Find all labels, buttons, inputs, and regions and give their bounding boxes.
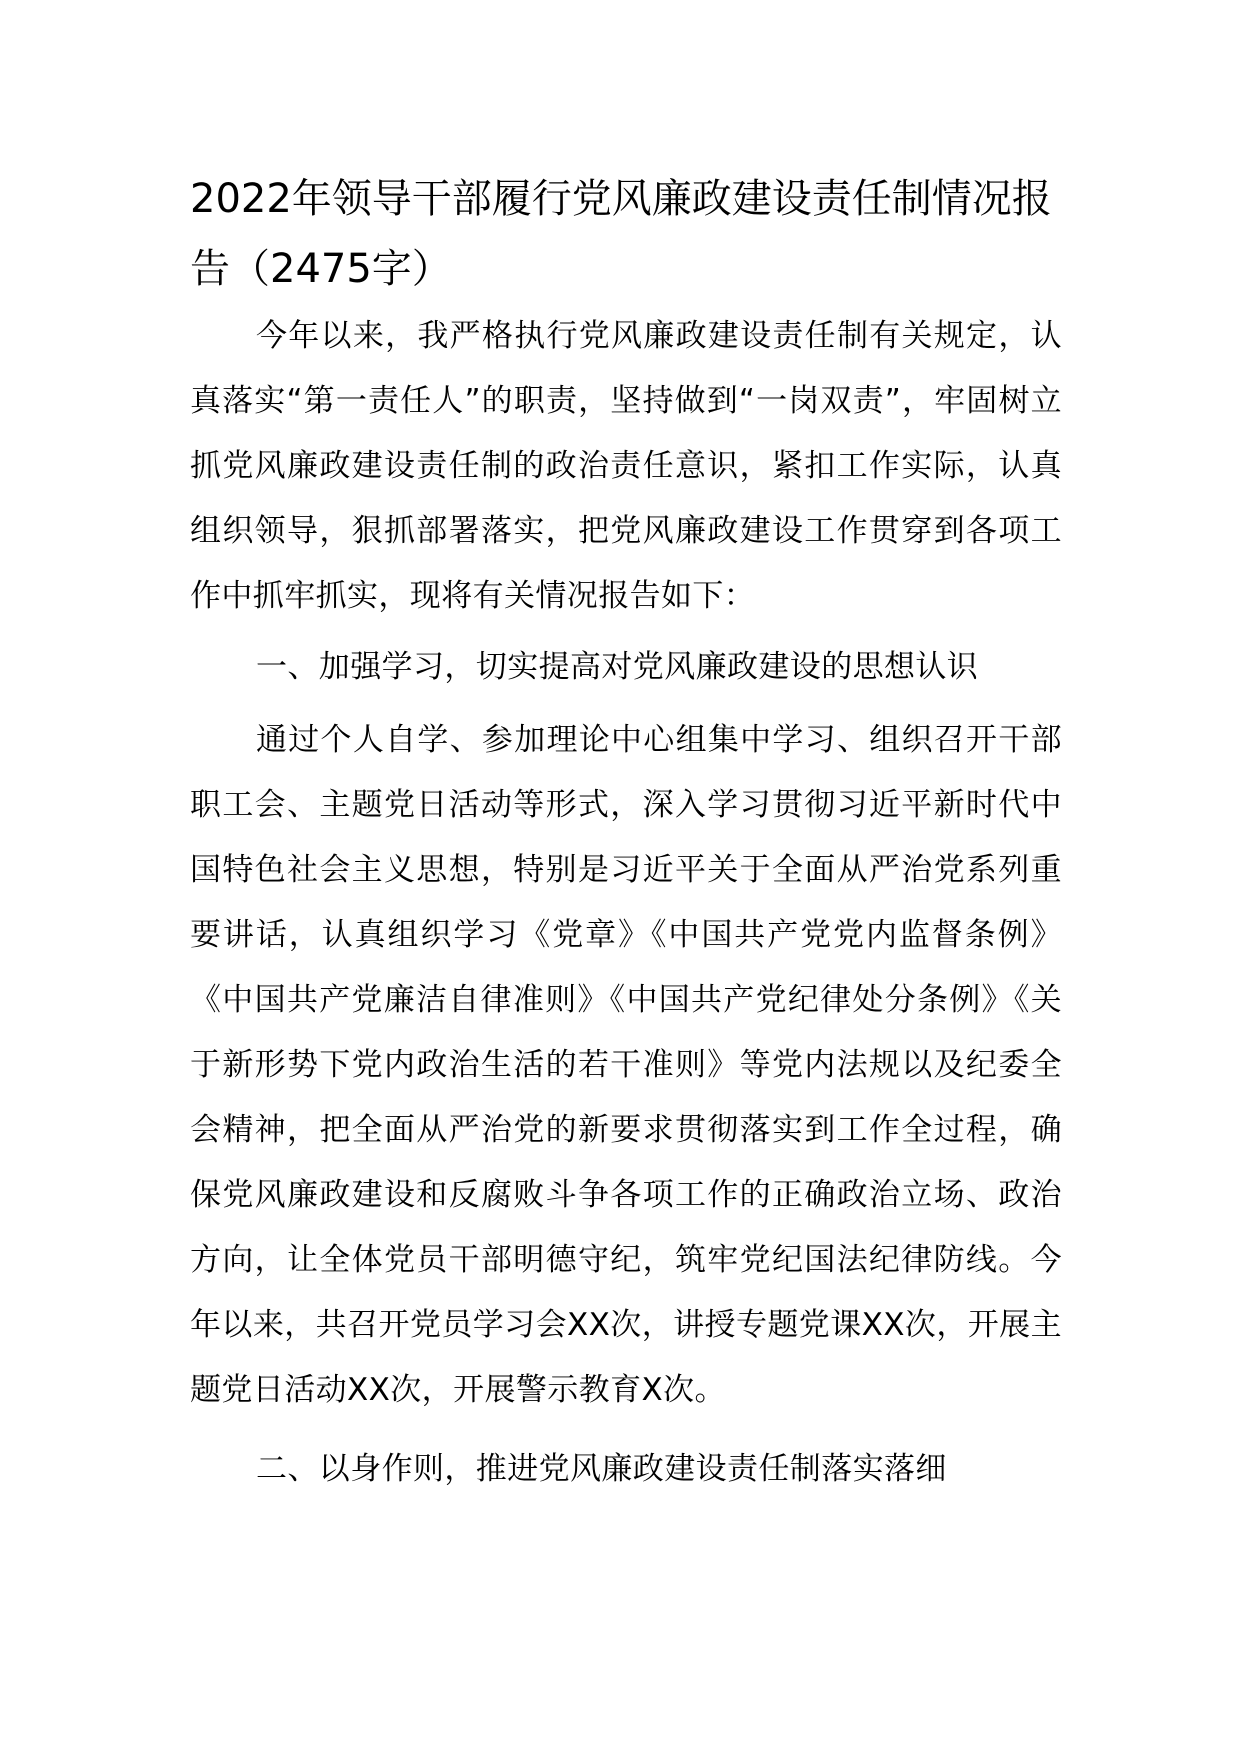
section-1-paragraph: 通过个人自学、参加理论中心组集中学习、组织召开干部职工会、主题党日活动等形式，深入学习贯彻习近平新时代中国特色社会主义思想，特别是习近平关于全面从严治党系列重要讲话，认真组织学习《党章》《中国共产党党内监督条例》《中国共产党廉洁自律准则》《中国共产党纪律处分条例》《关于新形势下党内政治生活的若干准则》等党内法规以及纪委全会精神，把全面从严治党的新要求贯彻落实到工作全过程，确保党风廉政建设和反腐败斗争各项工作的正确政治立场、政治方向，让全体党员干部明德守纪，筑牢党纪国法纪律防线。今年以来，共召开党员学习会XX次，讲授专题党课XX次，开展主题党日活动XX次，开展警示教育X次。 — [190, 722, 1062, 1408]
document-title: 2022年领导干部履行党风廉政建设责任制情况报告（2475字） — [190, 176, 1052, 292]
section-2-heading: 二、以身作则，推进党风廉政建设责任制落实落细 — [256, 1451, 947, 1487]
intro-paragraph: 今年以来，我严格执行党风廉政建设责任制有关规定，认真落实“第一责任人”的职责，坚持做到“一岗双责”，牢固树立抓党风廉政建设责任制的政治责任意识，紧扣工作实际，认真组织领导，狠抓部署落实，把党风廉政建设工作贯穿到各项工作中抓牢抓实，现将有关情况报告如下： — [190, 318, 1062, 614]
section-1-heading: 一、加强学习，切实提高对党风廉政建设的思想认识 — [256, 649, 979, 685]
document-content — [190, 164, 1062, 1502]
